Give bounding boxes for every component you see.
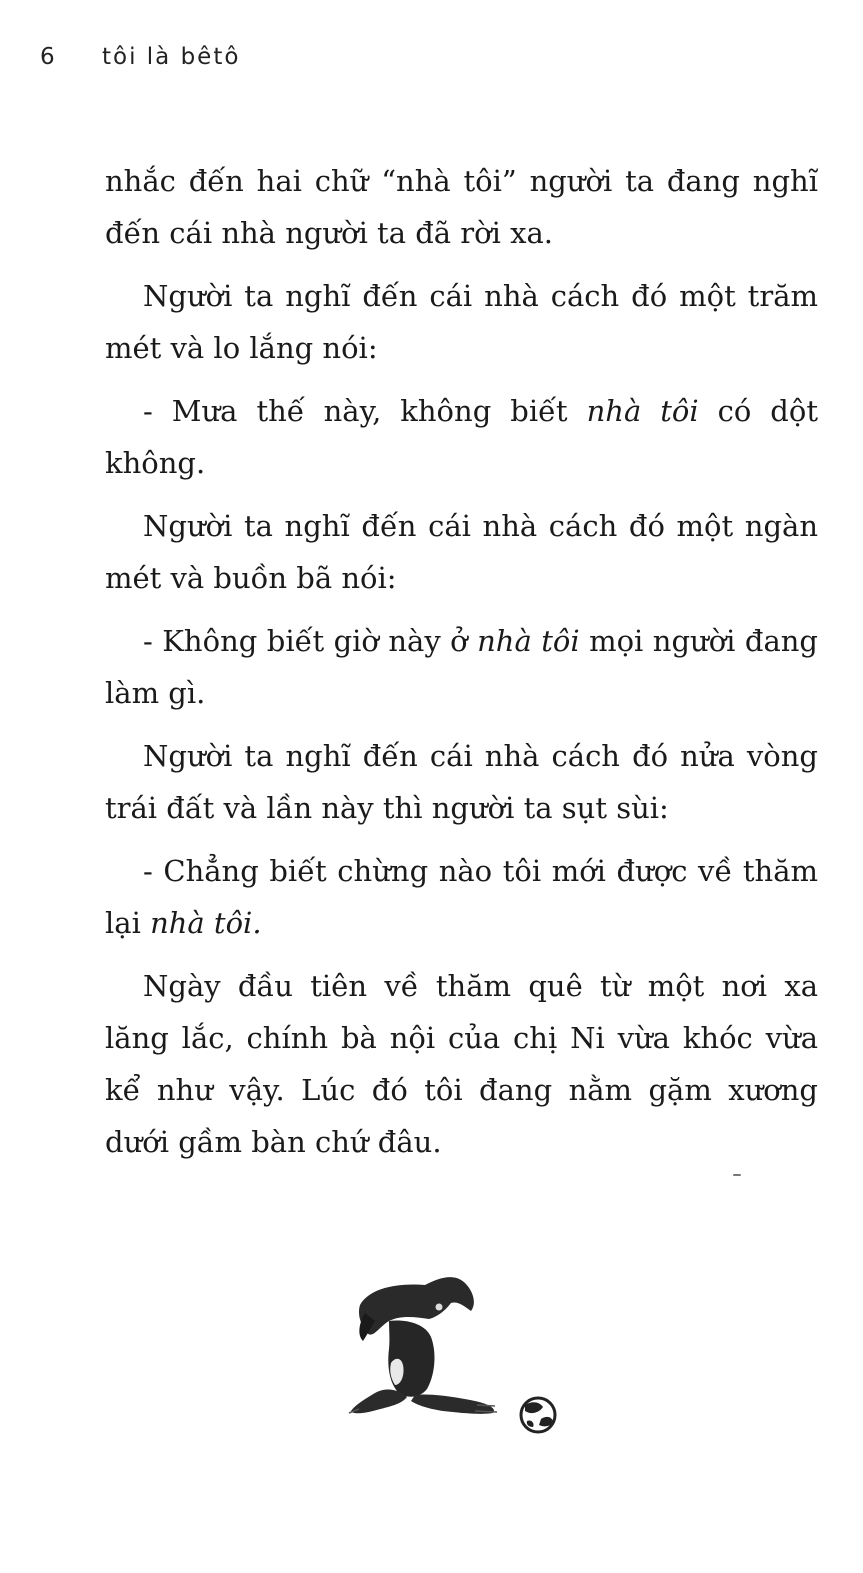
text-run: Người ta nghĩ đến cái nhà cách đó một trăm mét và lo lắng nói:	[105, 279, 818, 365]
paragraph	[105, 155, 818, 259]
paragraph	[105, 270, 818, 374]
book-title: tôi là bêtô	[102, 44, 241, 70]
print-speck	[733, 1174, 741, 1176]
body-text	[105, 155, 818, 1179]
text-run: có dột không.	[105, 394, 818, 480]
dialogue-line	[105, 385, 818, 489]
dialogue-line	[105, 845, 818, 949]
italic-phrase: nhà tôi.	[150, 906, 262, 940]
paragraph	[105, 500, 818, 604]
paragraph	[105, 960, 818, 1168]
text-run: - Chẳng biết chừng nào tôi mới được về thăm lại	[105, 854, 818, 940]
text-run: nhắc đến hai chữ “nhà tôi” người ta đang nghĩ đến cái nhà người ta đã rời xa.	[105, 164, 818, 250]
dialogue-line	[105, 615, 818, 719]
paragraph	[105, 730, 818, 834]
italic-phrase: nhà tôi	[586, 394, 699, 428]
text-run: Người ta nghĩ đến cái nhà cách đó nửa vòng trái đất và lần này thì người ta sụt sùi:	[105, 739, 818, 825]
text-run: - Mưa thế này, không biết	[143, 394, 587, 428]
text-run: Người ta nghĩ đến cái nhà cách đó một ngàn mét và buồn bã nói:	[105, 509, 818, 595]
running-head	[40, 44, 240, 70]
text-run: mọi người đang làm gì.	[105, 624, 818, 710]
text-run: - Không biết giờ này ở	[143, 624, 478, 658]
page-number: 6	[40, 44, 57, 70]
puppy-with-ball-icon	[345, 1265, 570, 1440]
italic-phrase: nhà tôi	[477, 624, 580, 658]
text-run: Ngày đầu tiên về thăm quê từ một nơi xa lăng lắc, chính bà nội của chị Ni vừa khóc vừa kể như vậy. Lúc đó tôi đang nằm gặm xương dưới gầm bàn chứ đâu.	[105, 969, 818, 1159]
